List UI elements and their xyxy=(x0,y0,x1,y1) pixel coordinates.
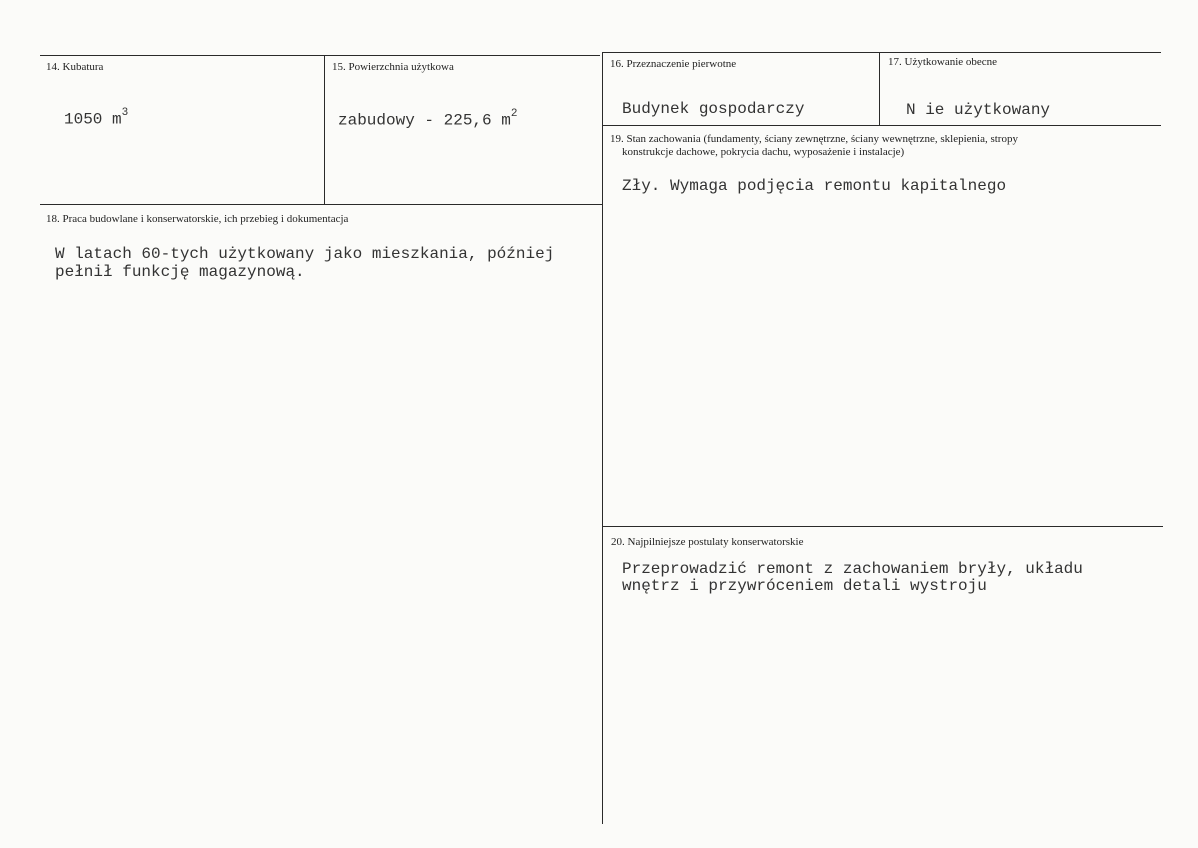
rule-above-20 xyxy=(603,526,1163,527)
field-18-label: 18. Praca budowlane i konserwatorskie, ich przebieg i dokumentacja xyxy=(46,213,349,225)
divider-16-17 xyxy=(879,52,880,126)
field-18-value-line1: W latach 60-tych użytkowany jako mieszkania, później xyxy=(55,245,555,263)
rule-below-14-15 xyxy=(40,204,602,205)
field-14-unit-exponent: 3 xyxy=(121,107,129,119)
field-16-value: Budynek gospodarczy xyxy=(622,100,805,118)
field-15-unit-exponent: 2 xyxy=(510,108,518,120)
field-18-value-line2: pełnił funkcję magazynową. xyxy=(55,263,305,281)
field-20-label: 20. Najpilniejsze postulaty konserwatorskie xyxy=(611,536,804,548)
field-14-value-text: 1050 m xyxy=(64,110,122,129)
field-16-label: 16. Przeznaczenie pierwotne xyxy=(610,58,737,70)
field-19-value: Zły. Wymaga podjęcia remontu kapitalnego xyxy=(622,177,1007,195)
field-15-label: 15. Powierzchnia użytkowa xyxy=(332,61,454,73)
center-divider xyxy=(602,52,603,824)
field-19-label-line2: konstrukcje dachowe, pokrycia dachu, wyposażenie i instalacje) xyxy=(622,146,905,158)
field-17-label: 17. Użytkowanie obecne xyxy=(888,56,998,68)
field-17-value: N ie użytkowany xyxy=(906,101,1051,119)
field-19-label-line1: 19. Stan zachowania (fundamenty, ściany zewnętrzne, ściany wewnętrzne, sklepienia, stropy xyxy=(610,133,1018,145)
top-rule-left xyxy=(40,55,600,56)
field-20-value-line2: wnętrz i przywróceniem detali wystroju xyxy=(622,577,987,595)
rule-below-16-17 xyxy=(603,125,1161,126)
top-rule-right xyxy=(603,52,1161,53)
divider-14-15 xyxy=(324,55,325,205)
field-14-value xyxy=(64,106,128,128)
field-14-label: 14. Kubatura xyxy=(46,61,104,73)
field-15-value xyxy=(338,107,517,129)
field-15-value-text: zabudowy - 225,6 m xyxy=(338,111,511,130)
field-20-value-line1: Przeprowadzić remont z zachowaniem bryły, układu xyxy=(622,560,1083,578)
